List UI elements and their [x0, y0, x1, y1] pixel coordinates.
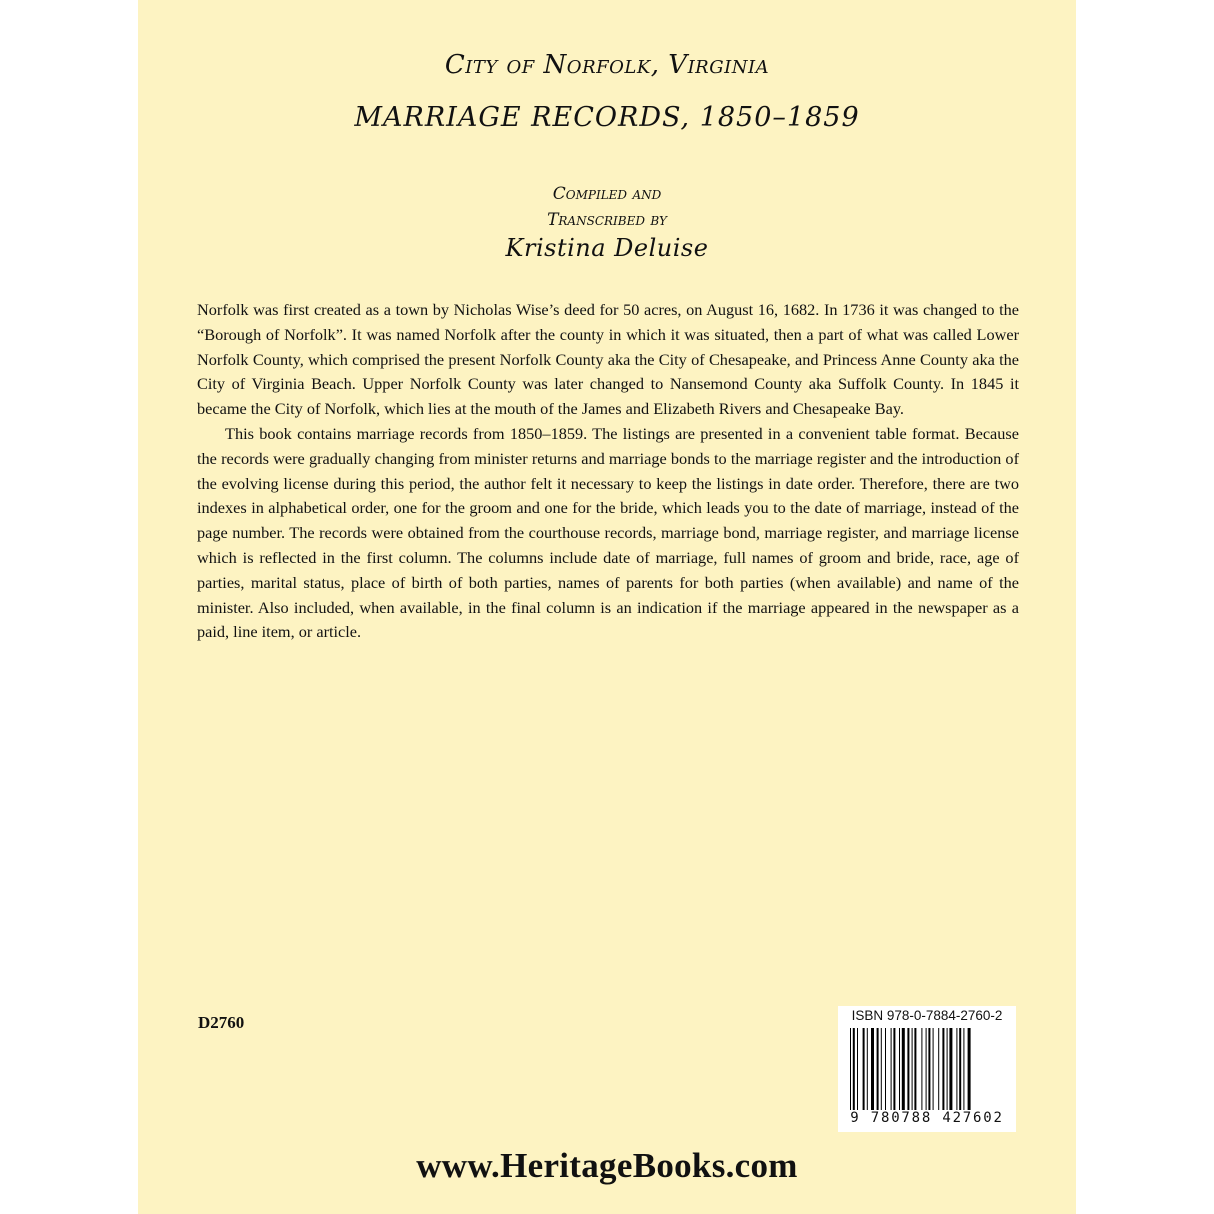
product-code: D2760	[198, 1013, 245, 1032]
barcode-bar	[867, 1028, 868, 1110]
barcode-bar	[853, 1028, 855, 1110]
barcode-bar	[926, 1028, 927, 1110]
barcode-bar	[963, 1028, 964, 1110]
description-paragraph: Norfolk was first created as a town by Nicholas Wise’s deed for 50 acres, on August 16, 1682. In 1736 it was changed to the “Borough of Norfolk”. It was named Norfolk after the county in which it was situated, then a part of what was called Lower Norfolk County, which comprised the present Norfolk County aka the City of Chesapeake, and Princess Anne County aka the City of Virginia Beach. Upper Norfolk County was later changed to Nansemond County aka Suffolk County. In 1845 it became the City of Norfolk, which lies at the mouth of the James and Elizabeth Rivers and Chesapeake Bay.	[197, 300, 1019, 419]
barcode-bar	[871, 1028, 874, 1110]
book-back-cover	[138, 0, 1076, 1214]
barcode-bar	[933, 1028, 934, 1110]
barcode-bar	[959, 1028, 961, 1110]
barcode-bar	[893, 1028, 895, 1110]
barcode-bar	[891, 1028, 892, 1110]
isbn-barcode	[838, 1006, 1016, 1132]
barcode-bar	[912, 1028, 913, 1110]
barcode-bar	[947, 1028, 948, 1110]
barcode-bar	[857, 1028, 858, 1110]
barcode-bar	[881, 1028, 882, 1110]
barcode-bar	[914, 1028, 916, 1110]
barcode-bar	[956, 1028, 957, 1110]
barcode-bar	[907, 1028, 909, 1110]
barcode-bar	[850, 1028, 851, 1110]
barcode-bars	[850, 1028, 1004, 1110]
barcode-bar	[942, 1028, 944, 1110]
description-text	[197, 298, 1019, 645]
book-title: MARRIAGE RECORDS, 1850–1859	[354, 102, 860, 133]
barcode-bar	[968, 1028, 971, 1110]
barcode-bar	[938, 1028, 939, 1110]
transcribed-line: Transcribed by	[547, 210, 667, 230]
barcode-bar	[899, 1028, 900, 1110]
barcode-bar	[885, 1028, 886, 1110]
barcode-bar	[921, 1028, 922, 1110]
author-name: Kristina Deluise	[505, 234, 709, 262]
barcode-digits: 9 780788 427602	[850, 1110, 1004, 1126]
barcode-bar	[877, 1028, 879, 1110]
description-paragraph: This book contains marriage records from 1850–1859. The listings are presented in a convenient table format. Because the records were gradually changing from minister returns and marriage bonds to the marriage register and the introduction of the evolving license during this period, the author felt it necessary to keep the listings in date order. Therefore, there are two indexes in alphabetical order, one for the groom and one for the bride, which leads you to the date of marriage, instead of the page number. The records were obtained from the courthouse records, marriage bond, marriage register, and marriage license which is reflected in the first column. The columns include date of marriage, full names of groom and bride, race, age of parties, marital status, place of birth of both parties, names of parents for both parties (when available) and name of the minister. Also included, when available, in the final column is an indication if the marriage appeared in the newspaper as a paid, line item, or article.	[197, 423, 1019, 642]
barcode-bar	[863, 1028, 865, 1110]
barcode-bar	[949, 1028, 952, 1110]
compiled-line: Compiled and	[552, 184, 662, 204]
publisher-website: www.HeritageBooks.com	[416, 1146, 798, 1185]
isbn-label: ISBN 978-0-7884-2760-2	[851, 1008, 1003, 1023]
city-heading: City of Norfolk, Virginia	[444, 50, 770, 80]
barcode-bar	[928, 1028, 930, 1110]
barcode-bar	[902, 1028, 905, 1110]
